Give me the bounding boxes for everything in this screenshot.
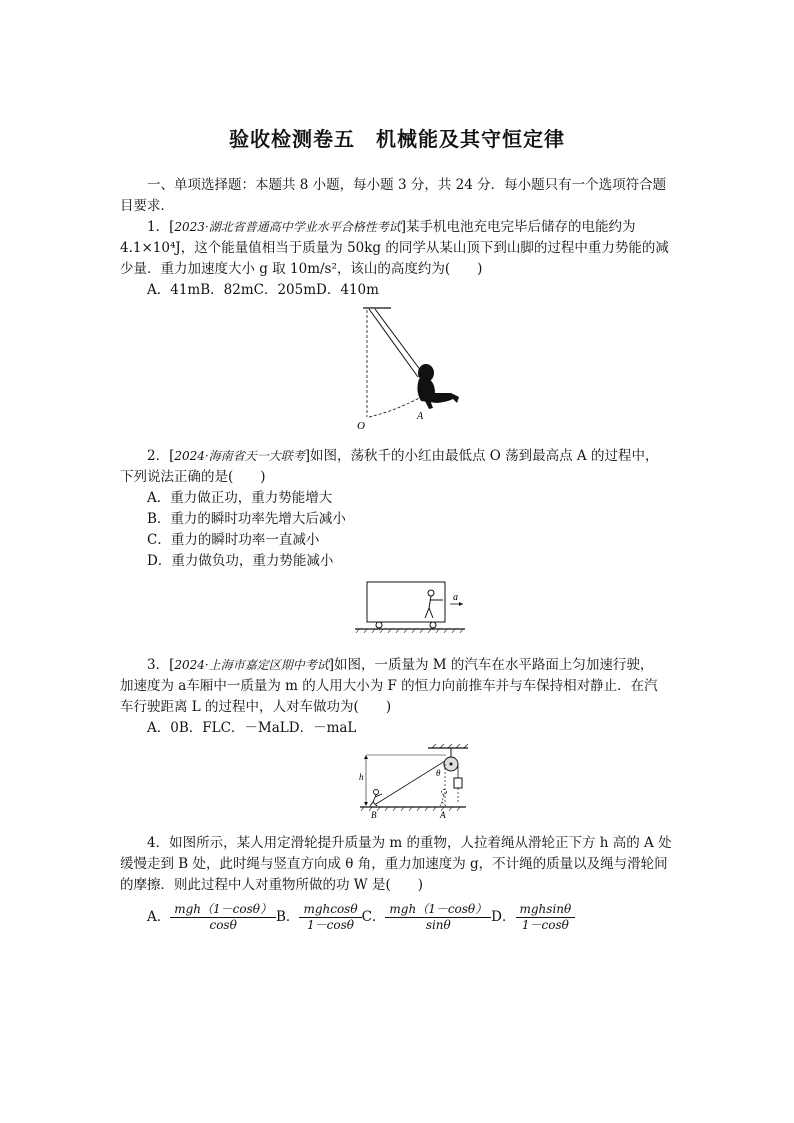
car-body — [367, 582, 445, 622]
q3-options: A．0B．FLC．－MaLD．－maL — [147, 720, 357, 736]
q4-option-a-fraction: $\frac{\text{mgh（1－cosθ）}}{\cos\theta}$ — [170, 902, 276, 933]
q4-option-b-fraction: $\frac{\text{mghcosθ}}{1-\cos\theta}$ — [299, 902, 361, 933]
swing-rope-2 — [375, 309, 424, 375]
q3-line2: 加速度为 a车厢中一质量为 m 的人用大小为 F 的恒力向前推车并与车保持相对静止．在汽 — [120, 678, 658, 694]
q4-option-c-label: C． — [361, 909, 386, 925]
q4-options — [147, 902, 575, 933]
girl-silhouette — [417, 364, 459, 409]
label-a: A — [440, 810, 446, 820]
person-a — [440, 790, 447, 807]
label-theta: θ — [436, 768, 441, 778]
q2-line1 — [147, 446, 658, 466]
q1-line1-rest: ]某手机电池充电完毕后储存的电能约为 — [400, 219, 636, 235]
q3-line1 — [147, 655, 653, 675]
q2-number: 2．[ — [147, 448, 175, 464]
q2-line2: 下列说法正确的是( ) — [120, 469, 266, 485]
swing-arc — [369, 397, 421, 417]
q2-option-d: D．重力做负功，重力势能减小 — [147, 553, 334, 569]
q4-option-c-fraction: $\frac{\text{mgh（1－cosθ）}}{\sin\theta}$ — [385, 902, 491, 933]
label-h: h — [359, 772, 364, 782]
q4-option-b-label: B． — [276, 909, 300, 925]
car-wheel-right — [430, 622, 436, 628]
q4-line2: 缓慢走到 B 处，此时绳与竖直方向成 θ 角，重力加速度为 g，不计绳的质量以及绳与滑轮间 — [120, 856, 668, 872]
q4-option-d-fraction: $\frac{\text{mghsinθ}}{1-\cos\theta}$ — [516, 902, 576, 933]
swing-rope-1 — [369, 309, 418, 377]
q1-source: 2023·湖北省普通高中学业水平合格性考试 — [174, 220, 401, 234]
q1-options: A．41mB．82mC．205mD．410m — [147, 282, 379, 298]
q2-line1-rest: ]如图，荡秋千的小红由最低点 O 荡到最高点 A 的过程中， — [304, 448, 659, 464]
q2-option-a: A．重力做正功，重力势能增大 — [147, 490, 333, 506]
q4-option-d-label: D． — [491, 909, 516, 925]
q1-line1 — [147, 217, 636, 237]
section-heading: 一、单项选择题：本题共 8 小题，每小题 3 分，共 24 分．每小题只有一个选项符合题 — [147, 177, 667, 193]
swing-figure — [355, 305, 465, 435]
car-figure — [353, 580, 469, 640]
accel-label: a — [453, 592, 458, 603]
q1-line2: 4.1×10⁴J，这个能量值相当于质量为 50kg 的同学从某山顶下到山脚的过程中重力势能的减 — [120, 240, 669, 256]
q4-line1: 4．如图所示，某人用定滑轮提升质量为 m 的重物，人拉着绳从滑轮正下方 h 高的 A 处 — [147, 835, 672, 851]
q2-option-b: B．重力的瞬时功率先增大后减小 — [147, 511, 346, 527]
car-wheel-left — [376, 622, 382, 628]
page-title: 验收检测卷五 机械能及其守恒定律 — [229, 127, 565, 151]
swing-label-o: O — [357, 420, 365, 432]
q2-source: 2024·海南省天一大联考 — [174, 449, 305, 463]
q4-line3: 的摩擦．则此过程中人对重物所做的功 W 是( ) — [120, 877, 423, 893]
q2-option-c: C．重力的瞬时功率一直减小 — [147, 532, 320, 548]
swing-label-a: A — [417, 411, 424, 422]
weight-block — [454, 778, 462, 788]
person-b — [370, 790, 382, 807]
q3-source: 2024·上海市嘉定区期中考试 — [174, 658, 329, 672]
pulley-figure — [358, 742, 470, 822]
q4-option-a-label: A． — [147, 909, 171, 925]
q3-number: 3．[ — [147, 657, 175, 673]
rope-slanted — [376, 761, 445, 804]
section-heading-cont: 目要求． — [120, 198, 174, 214]
pushing-person — [425, 590, 443, 618]
q1-line3: 少量．重力加速度大小 g 取 10m/s²，该山的高度约为( ) — [120, 261, 483, 277]
q3-line3: 车行驶距离 L 的过程中，人对车做功为( ) — [120, 699, 392, 715]
q3-line1-rest: ]如图，一质量为 M 的汽车在水平路面上匀加速行驶， — [328, 657, 654, 673]
label-b: B — [371, 810, 377, 820]
q1-number: 1．[ — [147, 219, 175, 235]
